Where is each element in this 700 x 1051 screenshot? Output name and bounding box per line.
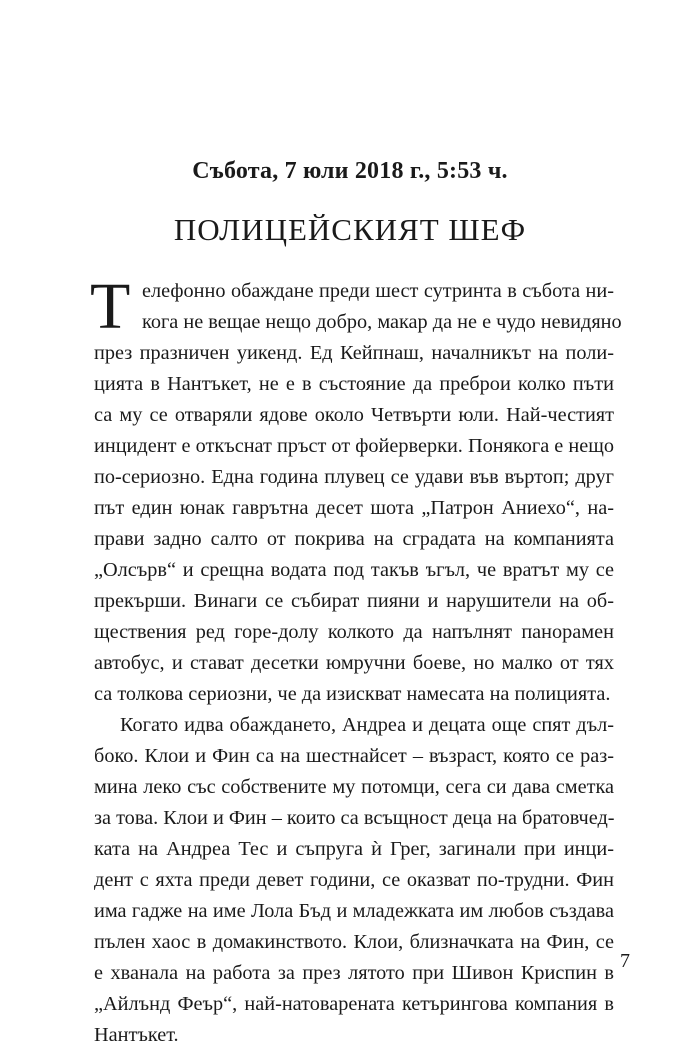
text-line: Когато идва обаждането, Андреа и децата още спят дъл-: [120, 714, 614, 736]
text-line: са му се отваряли ядове около Четвърти юли. Най-честият: [94, 404, 614, 426]
text-line: кога не вещае нещо добро, макар да не е чудо невидяно: [142, 311, 622, 333]
text-line: има гадже на име Лола Бъд и младежката им любов създава: [94, 900, 614, 922]
drop-cap: Т: [90, 270, 131, 343]
text-line: елефонно обаждане преди шест сутринта в събота ни-: [142, 280, 614, 302]
text-line: прави задно салто от покрива на сградата на компанията: [94, 528, 614, 550]
text-line: по-сериозно. Една година плувец се удави във въртоп; друг: [94, 466, 614, 488]
text-line: „Айлънд Феър“, най-натоварената кетърингова компания в: [94, 993, 614, 1015]
text-line: пълен хаос в домакинството. Клои, близначката на Фин, се: [94, 931, 614, 953]
text-line: са толкова сериозни, че да изискват намесата на полицията.: [94, 683, 611, 705]
chapter-title: ПОЛИЦЕЙСКИЯТ ШЕФ: [173, 212, 527, 247]
text-line: Нантъкет.: [94, 1024, 179, 1046]
text-line: дент с яхта преди девет години, се оказват по-трудни. Фин: [94, 869, 614, 891]
text-line: през празничен уикенд. Ед Кейпнаш, началникът на поли-: [94, 342, 614, 364]
body-text: [90, 270, 622, 1051]
text-line: път един юнак гаврътна десет шота „Патрон Аниехо“, на-: [94, 497, 614, 519]
text-line: за това. Клои и Фин – които са всъщност деца на братовчед-: [94, 807, 615, 829]
chapter-date-heading: Събота, 7 юли 2018 г., 5:53 ч.: [192, 158, 508, 184]
text-line: ката на Андреа Тес и съпруга ѝ Грег, загинали при инци-: [94, 838, 614, 860]
text-line: инцидент е откъснат пръст от фойерверки. Понякога е нещо: [94, 435, 614, 457]
text-line: мина леко със собствените му потомци, сега си дава сметка: [94, 776, 614, 798]
text-line: прекърши. Винаги се събират пияни и нарушители на об-: [94, 590, 614, 612]
text-line: „Олсърв“ и срещна водата под такъв ъгъл, че вратът му се: [94, 559, 614, 581]
text-line: е хванала на работа за през лятото при Шивон Криспин в: [94, 962, 614, 984]
page-number: 7: [620, 950, 630, 972]
text-line: цията в Нантъкет, не е в състояние да преброи колко пъти: [94, 373, 614, 395]
text-line: боко. Клои и Фин са на шестнайсет – възраст, която се раз-: [94, 745, 614, 767]
text-line: ществения ред горе-долу колкото да напълнят панорамен: [94, 621, 614, 643]
text-line: автобус, и стават десетки юмручни боеве, но малко от тях: [94, 652, 614, 674]
